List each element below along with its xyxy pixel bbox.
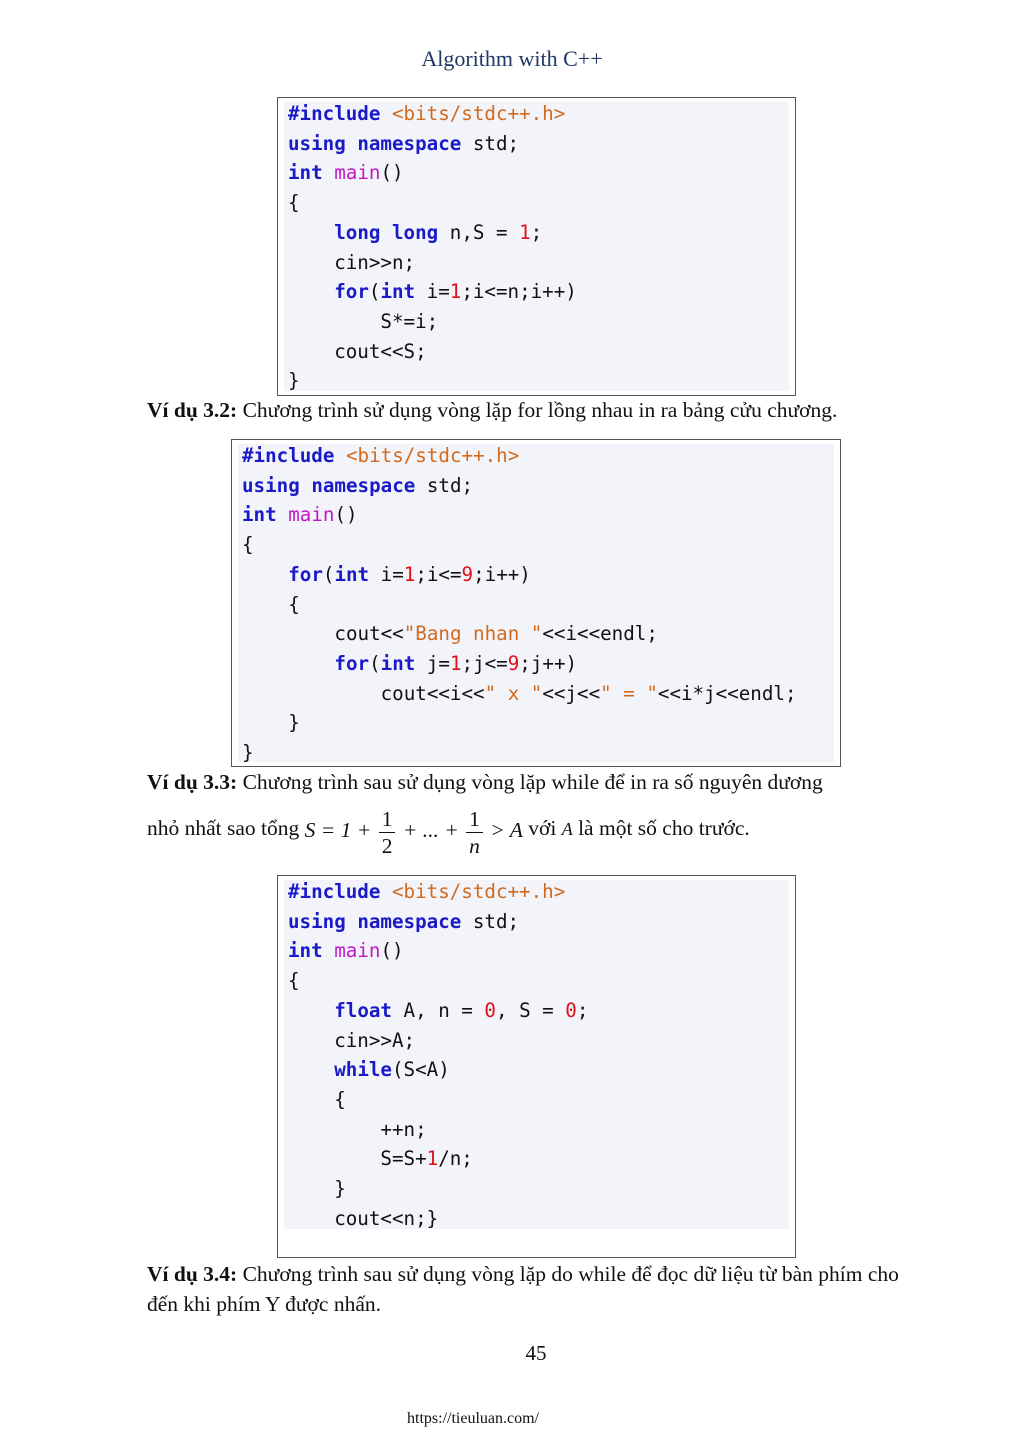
code-keyword: #include bbox=[242, 444, 335, 467]
code-text: ; bbox=[530, 220, 543, 244]
code-text: ;i<= bbox=[415, 562, 462, 586]
code-text bbox=[288, 280, 334, 303]
code-text: { bbox=[288, 1087, 346, 1111]
code-keyword: long bbox=[334, 220, 381, 244]
code-listing bbox=[288, 877, 588, 1233]
formula-rhs: > A bbox=[484, 818, 523, 843]
code-text: ++n; bbox=[288, 1117, 427, 1141]
code-text: std; bbox=[415, 473, 474, 497]
code-keyword: float bbox=[334, 998, 392, 1022]
code-keyword: using bbox=[288, 909, 346, 933]
code-line bbox=[242, 563, 531, 586]
code-function: main bbox=[288, 503, 335, 527]
code-text: n,S = bbox=[438, 220, 520, 244]
code-text: (S<A) bbox=[391, 1058, 450, 1082]
code-text: j= bbox=[415, 651, 450, 675]
code-line bbox=[288, 221, 542, 244]
footer-url: https://tieuluan.com/ bbox=[407, 1410, 539, 1427]
code-number: 1 bbox=[449, 280, 462, 304]
code-keyword: namespace bbox=[357, 909, 462, 933]
example-text: là một số cho trước. bbox=[572, 816, 750, 840]
code-keyword: int bbox=[288, 939, 323, 963]
code-text bbox=[288, 221, 334, 244]
code-number: 0 bbox=[484, 998, 496, 1022]
code-number: 1 bbox=[449, 651, 462, 675]
code-keyword: for bbox=[288, 562, 323, 586]
code-line bbox=[288, 1029, 415, 1052]
fraction-numerator: 1 bbox=[466, 806, 483, 833]
code-text: () bbox=[334, 503, 358, 527]
code-text bbox=[380, 221, 392, 244]
code-text: { bbox=[242, 533, 254, 557]
code-line bbox=[288, 161, 404, 184]
code-keyword: namespace bbox=[311, 473, 416, 497]
code-line bbox=[242, 741, 254, 764]
code-line bbox=[288, 310, 438, 333]
code-keyword: int bbox=[242, 503, 277, 527]
code-line bbox=[242, 503, 358, 526]
code-line bbox=[288, 102, 565, 125]
code-text: i= bbox=[415, 280, 450, 304]
code-text: } bbox=[288, 369, 300, 393]
fraction-denominator: 2 bbox=[381, 833, 393, 858]
code-line bbox=[288, 1088, 346, 1111]
example-text: Chương trình sau sử dụng vòng lặp do while để đọc dữ liệu từ bàn phím cho đến khi phím Y được nhấn. bbox=[147, 1262, 899, 1316]
code-text bbox=[288, 1058, 334, 1081]
code-text bbox=[380, 880, 392, 903]
example-label: Ví dụ 3.4: bbox=[147, 1262, 238, 1286]
code-line bbox=[288, 132, 519, 155]
fraction-numerator: 1 bbox=[379, 806, 396, 833]
fraction-one-over-n bbox=[466, 806, 483, 859]
code-keyword: namespace bbox=[357, 131, 462, 155]
code-text bbox=[334, 444, 346, 467]
code-string: "Bang nhan " bbox=[403, 622, 543, 646]
code-text bbox=[242, 652, 334, 675]
code-line bbox=[288, 969, 300, 992]
code-number: 1 bbox=[403, 562, 416, 586]
code-text bbox=[323, 161, 335, 184]
code-function: main bbox=[334, 939, 381, 963]
code-line bbox=[242, 682, 797, 705]
code-text: } bbox=[288, 1177, 346, 1201]
code-block-factorial bbox=[277, 97, 796, 396]
code-text: cout<<n;} bbox=[288, 1206, 439, 1230]
code-keyword: int bbox=[288, 161, 323, 185]
code-text: () bbox=[380, 939, 404, 963]
fraction-denominator: n bbox=[469, 833, 480, 858]
example-text: Chương trình sử dụng vòng lặp for lồng nhau in ra bảng cửu chương. bbox=[237, 398, 838, 422]
code-text: { bbox=[288, 969, 300, 993]
code-keyword: for bbox=[334, 280, 369, 304]
code-text: <<i<<endl; bbox=[542, 622, 658, 646]
code-text: ;i<=n;i++) bbox=[461, 280, 577, 304]
code-number: 1 bbox=[426, 1147, 439, 1171]
code-listing bbox=[288, 99, 577, 396]
example-label: Ví dụ 3.3: bbox=[147, 770, 238, 794]
example-3-3 bbox=[147, 767, 927, 797]
code-text bbox=[277, 503, 289, 526]
page-number: 45 bbox=[525, 1341, 547, 1365]
code-keyword: using bbox=[242, 473, 300, 497]
fraction-one-half bbox=[379, 806, 396, 859]
variable-a: A bbox=[561, 819, 573, 839]
code-text bbox=[380, 102, 392, 125]
code-number: 9 bbox=[461, 562, 474, 586]
code-line bbox=[242, 533, 254, 556]
code-block-harmonic-sum bbox=[277, 875, 796, 1258]
code-text: ;j<= bbox=[461, 651, 508, 675]
code-number: 9 bbox=[507, 651, 520, 675]
code-text: , S = bbox=[495, 998, 566, 1022]
example-text: nhỏ nhất sao tổng bbox=[147, 816, 305, 840]
code-text: { bbox=[242, 592, 300, 616]
code-text: /n; bbox=[438, 1147, 473, 1171]
example-3-3-line2 bbox=[147, 797, 927, 861]
example-text: Chương trình sau sử dụng vòng lặp while để in ra số nguyên dương bbox=[237, 770, 823, 794]
code-line bbox=[288, 939, 404, 962]
code-keyword: #include bbox=[288, 880, 381, 903]
code-line bbox=[288, 1207, 438, 1230]
code-text: std; bbox=[461, 909, 520, 933]
code-text: cout<<S; bbox=[288, 339, 427, 363]
code-line bbox=[288, 1058, 450, 1081]
code-keyword: #include bbox=[288, 102, 381, 125]
code-string: <bits/stdc++.h> bbox=[391, 880, 566, 903]
code-string: " x " bbox=[484, 681, 543, 705]
code-text bbox=[346, 910, 358, 933]
code-text bbox=[242, 563, 288, 586]
code-text: } bbox=[242, 741, 254, 765]
code-text: S*=i; bbox=[288, 309, 439, 333]
code-line bbox=[288, 280, 577, 303]
code-text: std; bbox=[461, 131, 520, 155]
code-text: ; bbox=[576, 998, 589, 1022]
code-text: <<i*j<<endl; bbox=[657, 681, 797, 705]
formula-lhs: S = 1 + bbox=[304, 818, 377, 843]
code-line bbox=[288, 880, 565, 903]
sum-formula bbox=[305, 799, 523, 861]
code-text: A, n = bbox=[391, 998, 485, 1022]
code-text: ( bbox=[368, 280, 381, 304]
code-line bbox=[288, 369, 300, 392]
code-line bbox=[242, 711, 300, 734]
code-text bbox=[288, 999, 334, 1022]
code-number: 1 bbox=[519, 220, 531, 244]
code-text: S=S+ bbox=[288, 1147, 427, 1171]
code-number: 0 bbox=[565, 998, 577, 1022]
code-text: { bbox=[288, 191, 300, 215]
code-block-multiplication-table bbox=[231, 439, 841, 767]
code-line bbox=[242, 622, 658, 645]
code-text: ;i++) bbox=[473, 562, 531, 586]
code-line bbox=[288, 1118, 427, 1141]
code-listing bbox=[242, 441, 797, 768]
code-text: ( bbox=[369, 651, 381, 675]
example-label: Ví dụ 3.2: bbox=[147, 398, 238, 422]
code-text bbox=[346, 132, 358, 155]
code-line bbox=[242, 474, 473, 497]
code-text: cin>>A; bbox=[288, 1028, 416, 1052]
running-header: Algorithm with C++ bbox=[421, 46, 603, 71]
code-line bbox=[288, 251, 415, 274]
code-text: ;j++) bbox=[519, 651, 578, 675]
code-text: cin>>n; bbox=[288, 250, 416, 274]
code-line bbox=[242, 652, 577, 675]
code-string: <bits/stdc++.h> bbox=[391, 102, 566, 125]
example-3-2 bbox=[147, 395, 947, 425]
code-text: i= bbox=[369, 562, 404, 586]
code-text bbox=[300, 474, 312, 497]
code-function: main bbox=[334, 161, 381, 185]
code-text: cout<< bbox=[242, 622, 404, 646]
code-keyword: for bbox=[334, 651, 370, 675]
code-line bbox=[288, 910, 519, 933]
code-keyword: long bbox=[392, 220, 439, 244]
code-text: } bbox=[242, 711, 300, 735]
example-text: với bbox=[522, 816, 562, 840]
code-keyword: while bbox=[334, 1058, 392, 1082]
code-keyword: int bbox=[334, 562, 370, 586]
code-text bbox=[323, 939, 335, 962]
code-string: " = " bbox=[600, 681, 658, 705]
code-keyword: using bbox=[288, 131, 346, 155]
code-text: cout<<i<< bbox=[242, 681, 485, 705]
code-line bbox=[288, 191, 300, 214]
code-line bbox=[288, 1177, 346, 1200]
example-3-4 bbox=[147, 1259, 907, 1319]
formula-middle: + ... + bbox=[397, 818, 465, 843]
code-string: <bits/stdc++.h> bbox=[345, 444, 520, 467]
code-line bbox=[242, 444, 519, 467]
code-text: <<j<< bbox=[542, 681, 601, 705]
code-text: () bbox=[380, 161, 404, 185]
code-text: ( bbox=[322, 562, 335, 586]
code-line bbox=[288, 340, 427, 363]
code-keyword: int bbox=[380, 280, 416, 304]
code-line bbox=[242, 593, 300, 616]
code-keyword: int bbox=[380, 651, 416, 675]
code-line bbox=[288, 999, 588, 1022]
code-line bbox=[288, 1147, 473, 1170]
